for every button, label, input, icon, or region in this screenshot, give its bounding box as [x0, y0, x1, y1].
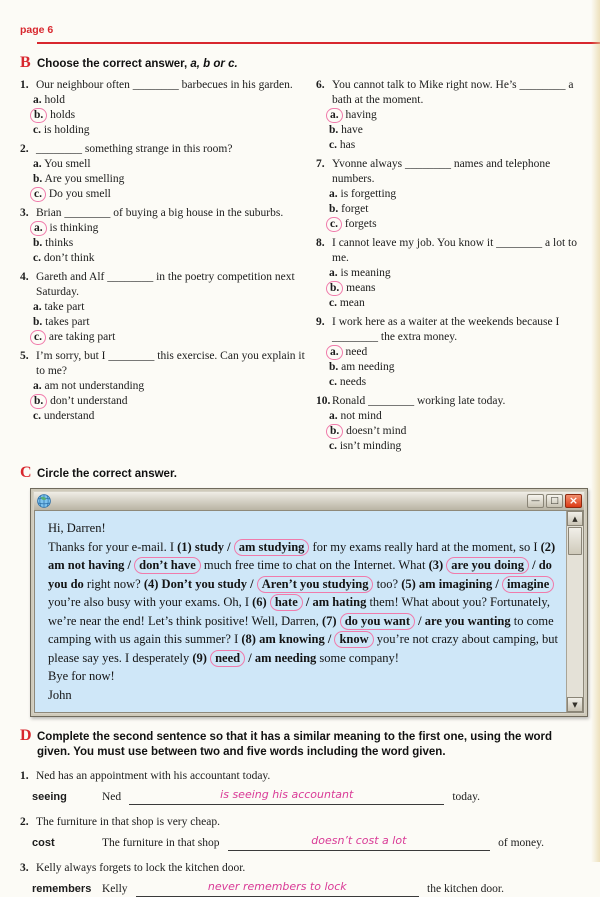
source-sentence-row	[20, 768, 586, 784]
circled-answer: need	[210, 650, 245, 667]
email-text-segment: do you do	[48, 558, 552, 591]
answer-blank	[129, 787, 444, 805]
question-column-right	[316, 78, 586, 458]
option-letter: a.	[33, 380, 42, 392]
email-window	[30, 488, 588, 717]
answer-option	[20, 315, 316, 330]
question-7	[316, 157, 586, 232]
question-column-left	[20, 78, 316, 458]
scrollbar-track[interactable]	[567, 526, 583, 697]
question-2	[20, 142, 316, 202]
question-9	[316, 315, 586, 390]
question-text: I’m sorry, but I ________ this exercise. Can you explain it to me?	[36, 350, 305, 377]
circled-answer-letter: a.	[30, 221, 47, 236]
option-text: hold	[41, 94, 65, 106]
email-text-segment: /	[324, 632, 335, 646]
question-text: You cannot talk to Mike right now. He’s ________ a bath at the moment.	[332, 79, 574, 106]
maximize-button[interactable]: □	[546, 494, 563, 508]
option-text: You smell	[41, 158, 91, 170]
option-letter: c.	[33, 252, 41, 264]
answer-blank	[136, 879, 419, 897]
email-text-segment: are you wanting	[424, 613, 511, 628]
email-text-segment: much free time to chat on the Internet. What	[200, 558, 429, 572]
email-text-segment: /	[528, 558, 539, 572]
option-text: don’t think	[40, 252, 95, 264]
option-text: Do you smell	[45, 188, 111, 200]
question-number: 10.	[316, 395, 331, 407]
question-stem	[20, 206, 316, 221]
answer-option	[316, 108, 586, 123]
question-text: ________ something strange in this room?	[36, 143, 233, 155]
scroll-down-icon[interactable]: ▼	[567, 697, 583, 712]
sentence-start: Ned	[102, 791, 122, 803]
question-8	[316, 236, 586, 311]
question-3	[20, 206, 316, 266]
circled-answer-letter: b.	[30, 108, 47, 123]
scrollbar[interactable]	[566, 511, 583, 712]
answer-option	[316, 123, 586, 138]
question-1	[20, 78, 316, 138]
email-text-segment: /	[415, 613, 425, 628]
answer-option	[316, 296, 586, 311]
question-text: Brian ________ of buying a big house in the suburbs.	[36, 207, 284, 219]
answer-option	[316, 360, 586, 375]
option-text: understand	[40, 410, 95, 422]
question-stem	[316, 315, 586, 345]
section-d-letter: D	[20, 727, 32, 744]
handwritten-answer: never remembers to lock	[207, 880, 347, 893]
email-text-segment: them! What about you? Fortunately, we’re near the end! Let’s think positive! Well, Darren,	[48, 595, 550, 628]
section-b-title-em: a, b or c.	[190, 58, 238, 70]
source-sentence-row	[20, 860, 586, 876]
option-text: am not understanding	[41, 380, 145, 392]
email-text-segment: for my exams really hard at the moment, so I	[309, 539, 541, 554]
email-text-segment: some company!	[316, 650, 399, 665]
question-number: 6.	[316, 79, 325, 91]
question-text: Gareth and Alf ________ in the poetry competition next Saturday.	[36, 271, 295, 298]
option-text: not mind	[337, 410, 382, 422]
page-content	[0, 44, 600, 897]
email-text-segment: (2) am not having	[48, 539, 556, 572]
option-letter: b.	[329, 203, 339, 215]
scrollbar-thumb[interactable]	[568, 527, 582, 555]
section-b-title-main: Choose the correct answer,	[37, 58, 191, 70]
answer-option	[20, 300, 316, 315]
option-letter: a.	[329, 188, 338, 200]
section-c-letter: C	[20, 464, 32, 481]
email-text-segment: (7)	[322, 613, 340, 628]
email-text-segment: /	[124, 558, 135, 572]
question-stem	[20, 142, 316, 157]
option-text: forgets	[341, 218, 377, 230]
answer-option	[20, 93, 316, 108]
email-text-segment: am hating	[312, 595, 367, 609]
option-text: is holding	[40, 124, 90, 136]
option-letter: b.	[329, 124, 339, 136]
question-number: 3.	[20, 207, 29, 219]
email-text-segment: (3)	[428, 558, 447, 572]
answer-option	[316, 266, 586, 281]
option-letter: c.	[329, 297, 337, 309]
option-text: thinks	[42, 237, 74, 249]
option-text: doesn’t mind	[343, 425, 407, 437]
page-edge	[591, 0, 600, 862]
scroll-up-icon[interactable]: ▲	[567, 511, 583, 526]
answer-option	[316, 281, 586, 296]
option-text: mean	[336, 297, 365, 309]
sentence-end: today.	[452, 791, 480, 803]
answer-option	[20, 379, 316, 394]
option-letter: a.	[33, 301, 42, 313]
option-text: needs	[336, 376, 367, 388]
circled-answer: am studying	[234, 539, 310, 556]
option-text: is thinking	[46, 222, 99, 234]
handwritten-answer: is seeing his accountant	[220, 788, 354, 801]
option-letter: a.	[329, 410, 338, 422]
option-text: forget	[338, 203, 369, 215]
answer-option	[20, 251, 316, 266]
answer-option	[20, 330, 316, 345]
option-letter: b.	[329, 361, 339, 373]
item-number: 3.	[20, 862, 29, 874]
option-text: have	[338, 124, 363, 136]
answer-blank	[228, 833, 491, 851]
option-letter: c.	[329, 440, 337, 452]
option-text: is forgetting	[337, 188, 397, 200]
answer-option	[316, 424, 586, 439]
question-text: Ronald ________ working late today.	[332, 395, 506, 407]
answer-option	[20, 172, 316, 187]
section-b	[20, 54, 586, 458]
option-text: are taking part	[45, 331, 116, 343]
email-paragraph	[48, 538, 560, 668]
option-letter: c.	[33, 124, 41, 136]
minimize-button[interactable]: —	[527, 494, 544, 508]
question-number: 7.	[316, 158, 325, 170]
answer-option	[316, 375, 586, 390]
email-text-segment: Thanks for your e-mail. I	[48, 539, 178, 554]
option-letter: a.	[33, 94, 42, 106]
source-sentence: Ned has an appointment with his accountant today.	[36, 770, 271, 782]
option-text: am needing	[338, 361, 395, 373]
email-text-segment: /	[245, 650, 255, 665]
circled-answer-letter: b.	[326, 281, 343, 296]
circled-answer: don’t have	[134, 557, 201, 574]
answer-option	[316, 187, 586, 202]
question-number: 5.	[20, 350, 29, 362]
email-body	[35, 511, 566, 712]
question-text: I work here as a waiter at the weekends because I ________ the extra money.	[332, 316, 560, 343]
email-text-segment: John	[48, 687, 72, 702]
option-text: holds	[47, 109, 76, 121]
rewrite-item-1	[20, 768, 586, 805]
globe-icon	[37, 494, 51, 508]
option-text: has	[336, 139, 356, 151]
question-stem	[20, 270, 316, 300]
source-sentence: Kelly always forgets to lock the kitchen door.	[36, 862, 246, 874]
section-d-title: Complete the second sentence so that it has a similar meaning to the first one, using the word given. You must use between two and five words including the word given.	[37, 731, 553, 758]
circled-answer-letter: b.	[30, 394, 47, 409]
question-stem	[20, 78, 316, 93]
question-number: 8.	[316, 237, 325, 249]
circled-answer-letter: b.	[326, 424, 343, 439]
sentence-start: The furniture in that shop	[102, 837, 220, 849]
question-5	[20, 349, 316, 424]
circled-answer: hate	[270, 594, 303, 611]
item-number: 2.	[20, 816, 29, 828]
option-letter: a.	[329, 267, 338, 279]
circled-answer: are you doing	[446, 557, 529, 574]
section-b-letter: B	[20, 54, 31, 71]
answer-option	[20, 108, 316, 123]
answer-option	[20, 187, 316, 202]
answer-option	[316, 439, 586, 454]
question-stem	[316, 157, 586, 187]
option-letter: a.	[33, 158, 42, 170]
answer-option	[316, 217, 586, 232]
answer-option	[20, 221, 316, 236]
question-number: 4.	[20, 271, 29, 283]
window-titlebar	[34, 492, 584, 511]
question-6	[316, 78, 586, 153]
answer-option	[316, 202, 586, 217]
item-number: 1.	[20, 770, 29, 782]
option-text: take part	[41, 301, 85, 313]
sentence-start: Kelly	[102, 883, 128, 895]
rewrite-item-3	[20, 860, 586, 897]
option-text: isn’t minding	[336, 440, 402, 452]
section-c-head	[20, 464, 586, 482]
email-text-segment: /	[492, 576, 502, 591]
option-letter: b.	[33, 237, 43, 249]
option-text: means	[343, 282, 376, 294]
email-paragraph	[48, 686, 560, 705]
question-stem	[316, 236, 586, 266]
circled-answer: imagine	[502, 576, 554, 593]
question-10	[316, 394, 586, 454]
email-text-segment: (4) Don’t you study	[143, 576, 247, 591]
email-area	[34, 511, 584, 713]
page-number-label: page 6	[20, 24, 54, 36]
email-text-segment: you’re also busy with your exams. Oh, I	[48, 595, 253, 609]
answer-option	[20, 394, 316, 409]
given-word: remembers	[32, 883, 92, 895]
rewrite-row	[20, 879, 504, 897]
question-text: Yvonne always ________ names and telephone numbers.	[332, 158, 551, 185]
circled-answer-letter: a.	[326, 345, 343, 360]
email-text-segment: (6)	[252, 595, 270, 609]
option-text: don’t understand	[47, 395, 128, 407]
answer-option	[20, 236, 316, 251]
rewrite-item-2	[20, 814, 586, 851]
option-letter: c.	[33, 410, 41, 422]
email-text-segment: /	[224, 539, 234, 554]
email-paragraph	[48, 519, 560, 538]
question-text: Our neighbour often ________ barbecues in his garden.	[36, 79, 293, 91]
email-text-segment: /	[302, 595, 313, 609]
question-stem	[20, 349, 316, 379]
option-text: having	[342, 109, 377, 121]
email-text-segment: right now?	[83, 576, 144, 591]
email-text-segment: too?	[373, 576, 402, 591]
section-d-head	[20, 727, 586, 760]
email-text-segment: you’re not crazy about camping, but please say yes. I desperately	[48, 632, 558, 665]
question-number: 1.	[20, 79, 29, 91]
email-text-segment: to come camping with us again this summer? I	[48, 613, 554, 646]
option-letter: c.	[329, 376, 337, 388]
email-text-segment: (1) study	[177, 539, 225, 554]
option-text: takes part	[42, 316, 90, 328]
sentence-end: the kitchen door.	[427, 883, 504, 895]
question-columns	[20, 78, 586, 458]
option-text: need	[342, 346, 368, 358]
circled-answer-letter: a.	[326, 108, 343, 123]
answer-option	[316, 409, 586, 424]
circled-answer-letter: c.	[30, 187, 46, 202]
circled-answer: do you want	[340, 613, 415, 630]
rewrite-row	[20, 833, 544, 851]
section-b-title	[37, 57, 238, 72]
email-text-segment: (9)	[192, 650, 211, 665]
page-header	[0, 0, 600, 44]
option-letter: c.	[329, 139, 337, 151]
section-d	[20, 727, 586, 897]
email-text-segment: (8) am knowing	[241, 632, 325, 646]
circled-answer-letter: c.	[30, 330, 46, 345]
question-number: 2.	[20, 143, 29, 155]
circled-answer: know	[334, 631, 373, 648]
sentence-end: of money.	[498, 837, 544, 849]
email-text-segment: am needing	[254, 650, 317, 665]
rewrite-items	[20, 768, 586, 897]
source-sentence: The furniture in that shop is very cheap.	[36, 816, 220, 828]
question-text: I cannot leave my job. You know it ________ a lot to me.	[332, 237, 577, 264]
question-number: 9.	[316, 316, 325, 328]
email-text-segment: /	[246, 576, 257, 591]
question-stem	[316, 394, 586, 409]
question-stem	[316, 78, 586, 108]
circled-answer: Aren’t you studying	[257, 576, 374, 593]
email-paragraph	[48, 667, 560, 686]
section-c-title: Circle the correct answer.	[37, 468, 177, 480]
answer-option	[20, 409, 316, 424]
email-text-segment: Hi, Darren!	[48, 521, 106, 535]
option-letter: b.	[33, 173, 43, 185]
answer-option	[316, 345, 586, 360]
email-text-segment: Bye for now!	[48, 669, 115, 683]
option-letter: b.	[33, 316, 43, 328]
question-4	[20, 270, 316, 345]
email-text-segment: (5) am imagining	[401, 576, 493, 591]
option-text: is meaning	[337, 267, 391, 279]
rewrite-row	[20, 787, 480, 805]
section-b-head	[20, 54, 586, 72]
source-sentence-row	[20, 814, 586, 830]
close-button[interactable]: ×	[565, 494, 582, 508]
given-word: seeing	[32, 791, 67, 803]
answer-option	[20, 157, 316, 172]
handwritten-answer: doesn’t cost a lot	[311, 834, 407, 847]
answer-option	[316, 138, 586, 153]
section-c	[20, 464, 586, 717]
answer-option	[20, 123, 316, 138]
option-text: Are you smelling	[42, 173, 125, 185]
circled-answer-letter: c.	[326, 217, 342, 232]
given-word: cost	[32, 837, 55, 849]
